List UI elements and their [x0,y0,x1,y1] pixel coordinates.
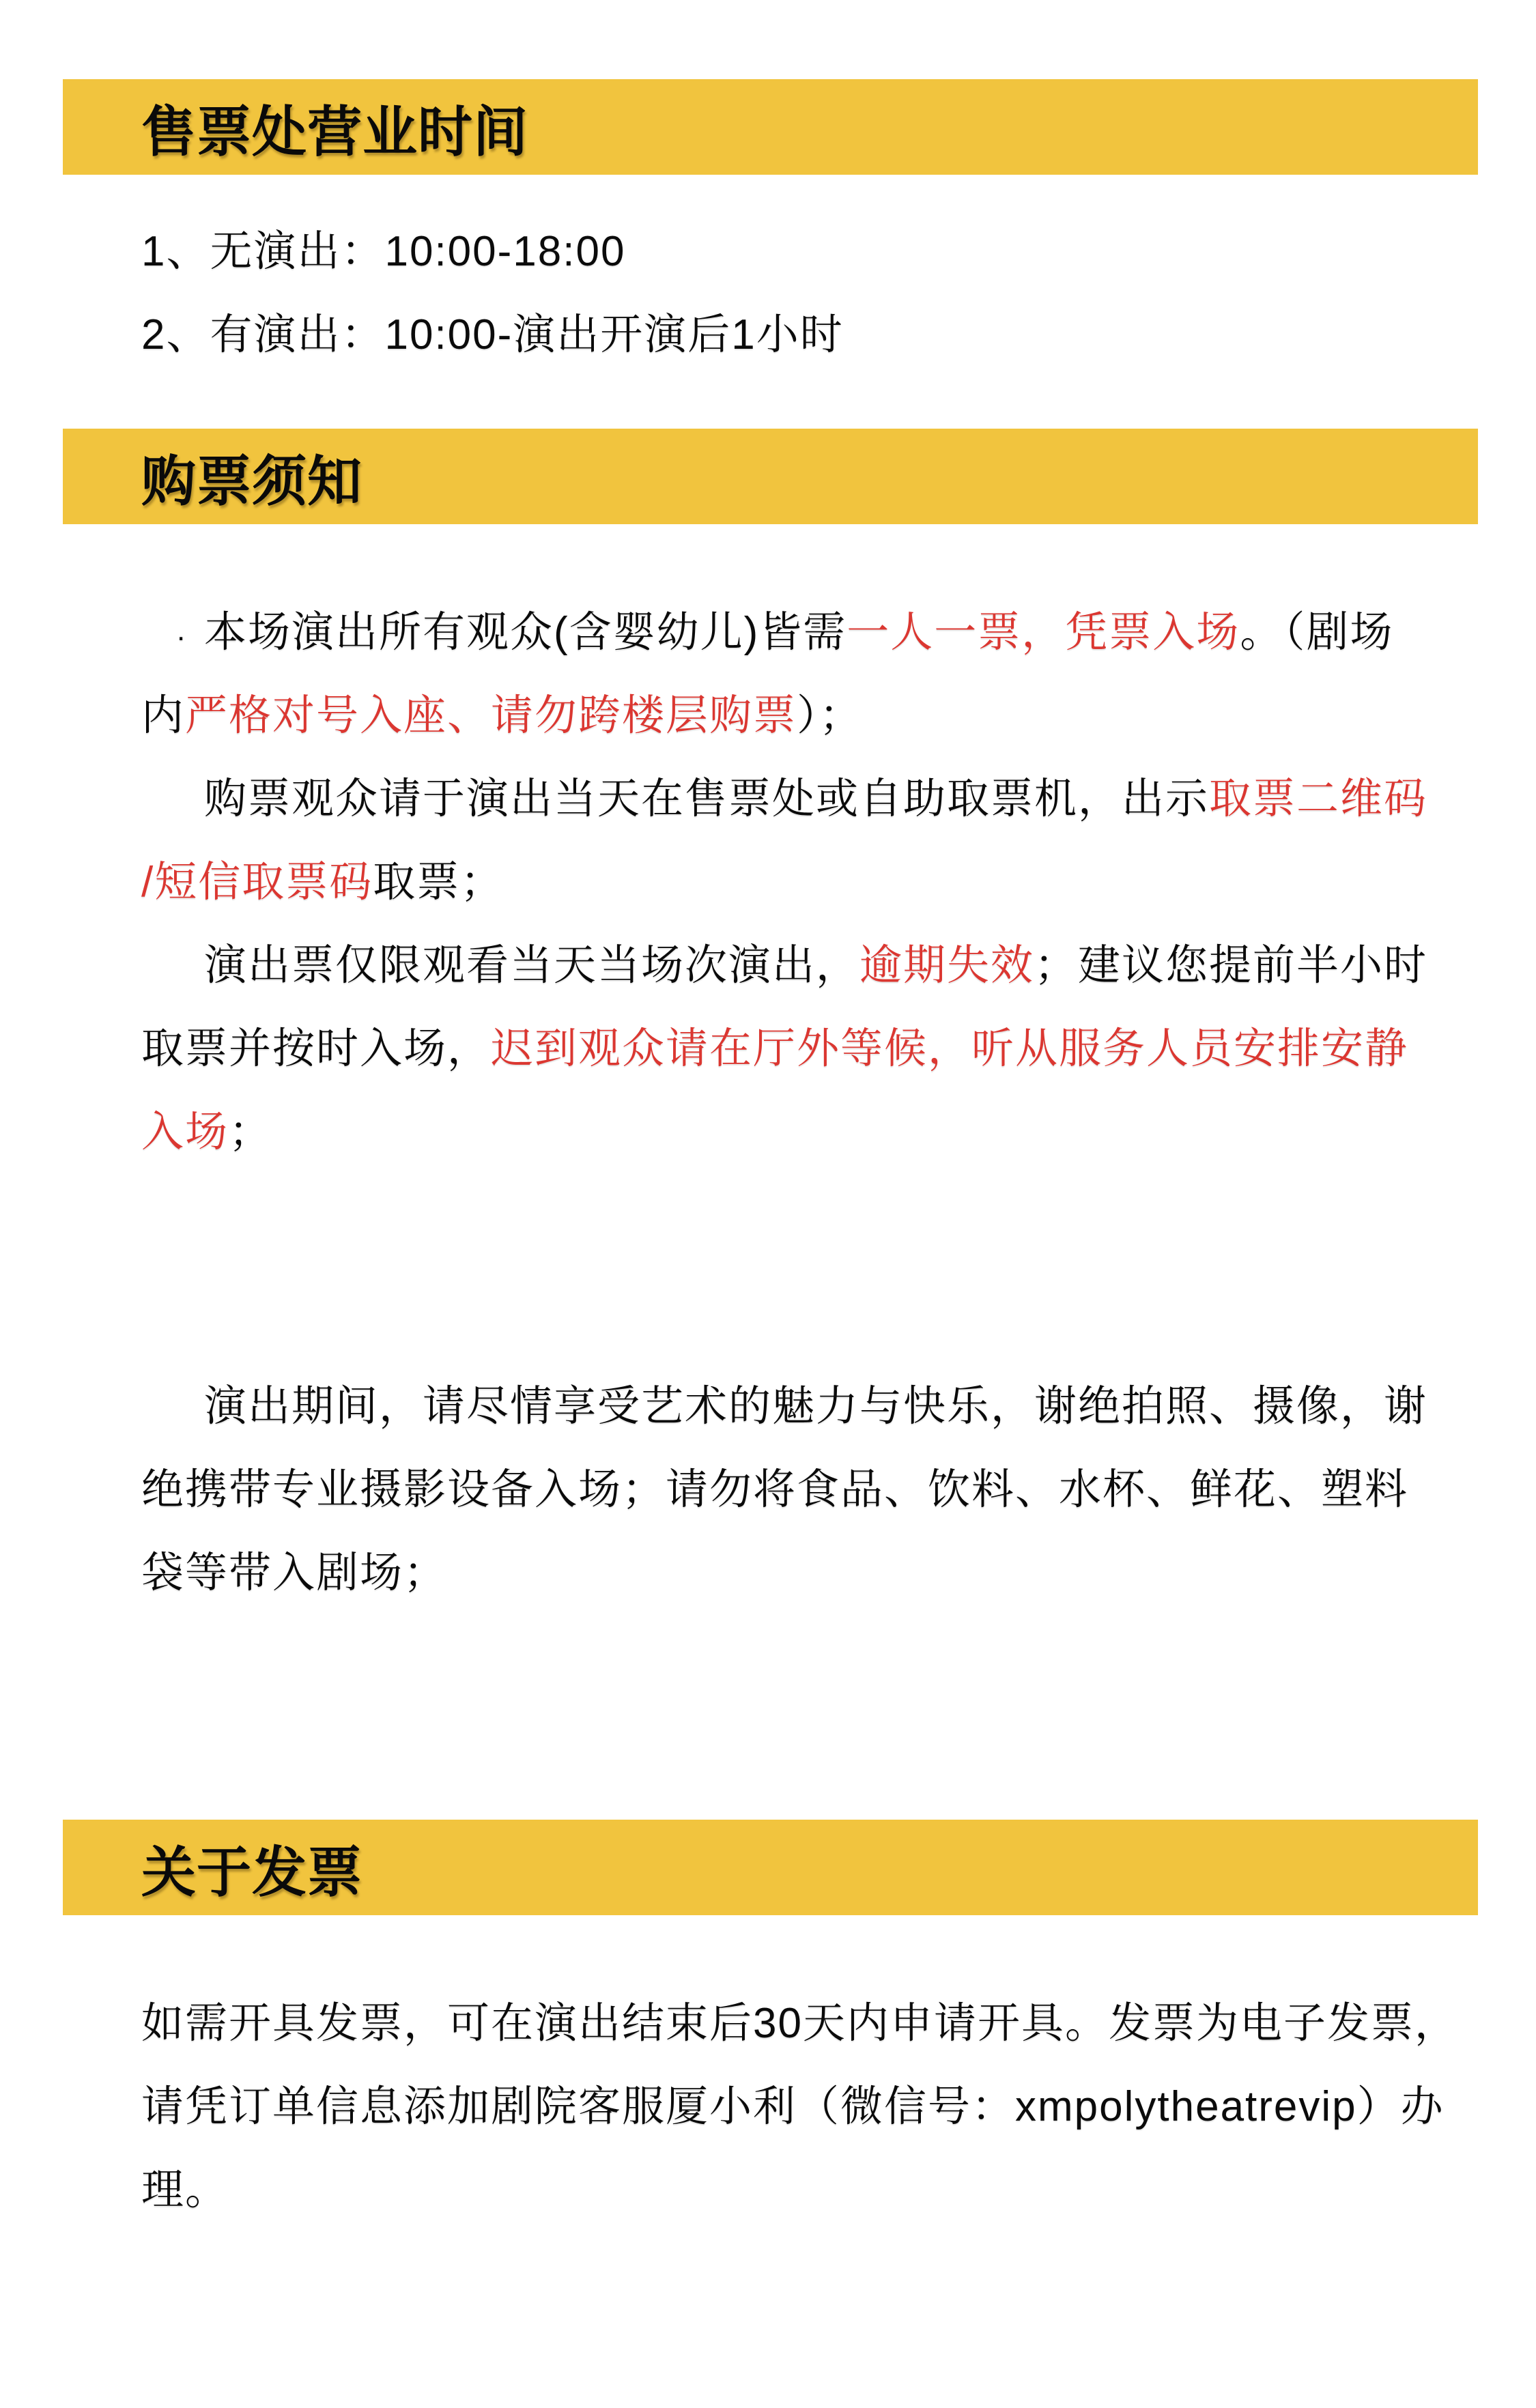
banner-ticket-notice [63,429,1478,524]
highlight-red-text: 取票二维码 [1209,775,1428,822]
body-text: ； [229,1108,273,1156]
body-text: 如需开具发票，可在演出结束后30天内申请开具。发票为电子发票， [141,2000,1458,2047]
paragraph-block [141,591,1437,1174]
body-text: 袋等带入剧场； [141,1549,448,1596]
stray-dot: . [177,614,186,647]
text-line [141,591,1437,674]
body-text: 请凭订单信息添加剧院客服厦小利（微信号：xmpolytheatrevip）办 [141,2083,1445,2130]
body-text: ）； [797,692,864,739]
highlight-red-text: 入场 [141,1108,229,1156]
body-text: 演出票仅限观看当天当场次演出， [204,942,860,989]
banner-about-invoice [63,1820,1478,1915]
paragraph-block [141,1982,1458,2232]
invoice-body [141,1982,1458,2232]
highlight-red-text: 严格对号入座、请勿跨楼层购票 [185,692,797,739]
text-line [141,841,1437,924]
paragraph-block [141,1365,1437,1615]
text-line [141,1091,1437,1174]
ticket-notice-page [0,79,1536,2408]
body-text: 理。 [141,2166,229,2213]
banner-box-office-hours [63,79,1478,175]
highlight-red-text: 迟到观众请在厅外等候，听从服务人员安排安静 [491,1025,1409,1072]
highlight-red-text: 一人一票，凭票入场 [847,609,1240,656]
section-title-box-office-hours: 售票处营业时间 [141,101,528,162]
text-line [141,924,1437,1007]
text-line [141,2149,1437,2232]
body-text: 。（剧场 [1240,609,1394,656]
section-title-ticket-notice: 购票须知 [141,450,362,512]
body-text: ；建议您提前半小时 [1034,942,1428,989]
text-line [141,1532,1437,1615]
highlight-red-text: /短信取票码 [141,859,373,906]
body-text: 取票并按时入场， [141,1025,492,1072]
body-text: 购票观众请于演出当天在售票处或自助取票机，出示 [204,775,1210,822]
body-text: 本场演出所有观众(含婴幼儿)皆需 [204,609,847,656]
body-text: 绝携带专业摄影设备入场；请勿将食品、饮料、水杯、鲜花、塑料 [141,1466,1409,1513]
text-line [141,1982,1458,2065]
hours-list-item-2: 2、有演出：10:00-演出开演后1小时 [141,311,844,358]
hours-list-item-1: 1、无演出：10:00-18:00 [141,228,626,275]
hours-list [141,210,1437,377]
text-line [141,1365,1437,1448]
text-line [141,758,1437,841]
section-title-about-invoice: 关于发票 [141,1841,362,1903]
text-line [141,1007,1437,1091]
text-line [141,674,1437,758]
body-text: 内 [141,692,186,739]
text-line [141,2065,1445,2149]
highlight-red-text: 逾期失效 [859,942,1035,989]
text-line [141,1448,1437,1532]
ticket-notice-body [141,591,1437,1615]
body-text: 取票； [373,859,504,906]
body-text: 演出期间，请尽情享受艺术的魅力与快乐，谢绝拍照、摄像，谢 [204,1383,1428,1430]
